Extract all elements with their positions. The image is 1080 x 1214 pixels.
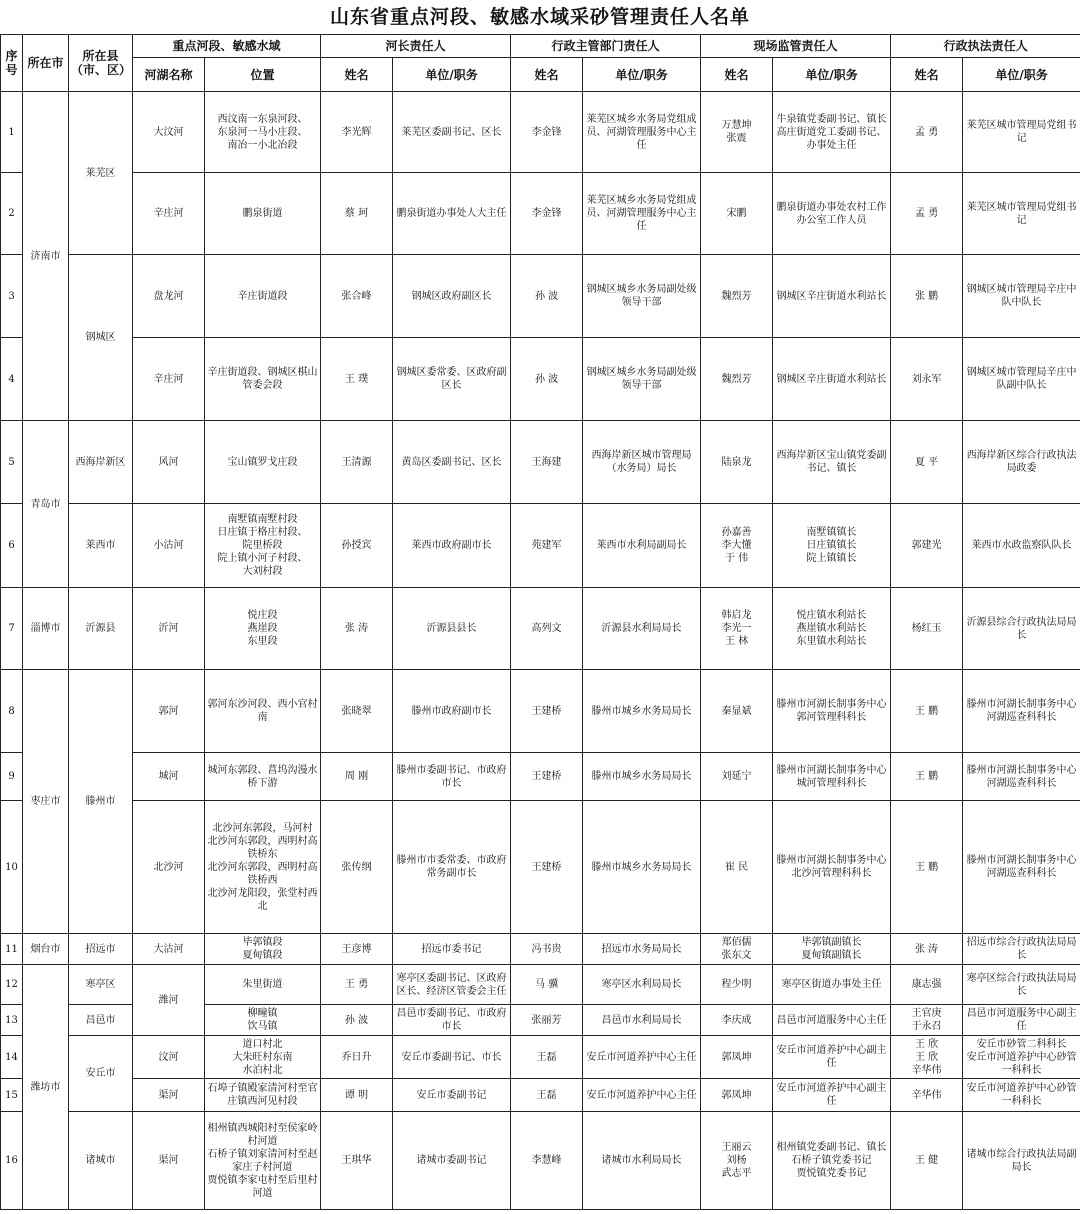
site-supervisor-unit: 毕郭镇副镇长 夏甸镇副镇长 <box>773 934 891 965</box>
admin-unit: 钢城区城乡水务局副处级领导干部 <box>583 255 701 338</box>
admin-name: 王磊 <box>511 1079 583 1112</box>
site-supervisor-unit: 相州镇党委副书记、镇长 石桥子镇党委书记 贾悦镇党委书记 <box>773 1112 891 1210</box>
admin-unit: 西海岸新区城市管理局（水务局）局长 <box>583 421 701 504</box>
law-enforcement-name: 王 健 <box>891 1112 963 1210</box>
river-chief-name: 王清源 <box>321 421 393 504</box>
law-enforcement-name: 孟 勇 <box>891 173 963 255</box>
header-name: 姓名 <box>891 58 963 92</box>
site-supervisor-unit: 滕州市河湖长制事务中心 郭河管理科科长 <box>773 670 891 753</box>
law-enforcement-unit: 莱西市水政监察队队长 <box>963 504 1080 588</box>
law-enforcement-unit: 招远市综合行政执法局局长 <box>963 934 1080 965</box>
row-number: 6 <box>1 504 23 588</box>
site-supervisor-unit: 昌邑市河道服务中心主任 <box>773 1005 891 1036</box>
admin-name: 孙 波 <box>511 338 583 421</box>
city-cell: 济南市 <box>23 92 69 421</box>
site-supervisor-name: 韩启龙 李光一 王 林 <box>701 588 773 670</box>
river-chief-name: 王 璞 <box>321 338 393 421</box>
header-site: 现场监管责任人 <box>701 35 891 58</box>
row-number: 7 <box>1 588 23 670</box>
river-name-cell: 沂河 <box>133 588 205 670</box>
admin-name: 孙 波 <box>511 255 583 338</box>
law-enforcement-name: 张 涛 <box>891 934 963 965</box>
river-chief-name: 张合峰 <box>321 255 393 338</box>
law-enforcement-name: 王 欣 王 欣 辛华伟 <box>891 1036 963 1079</box>
law-enforcement-unit: 沂源县综合行政执法局局长 <box>963 588 1080 670</box>
table-row <box>1 92 1080 173</box>
river-chief-name: 王彦博 <box>321 934 393 965</box>
site-supervisor-unit: 悦庄镇水利站长 燕崖镇水利站长 东里镇水利站长 <box>773 588 891 670</box>
admin-unit: 莱芜区城乡水务局党组成员、河湖管理服务中心主任 <box>583 173 701 255</box>
city-cell: 淄博市 <box>23 588 69 670</box>
row-number: 12 <box>1 965 23 1005</box>
law-enforcement-unit: 滕州市河湖长制事务中心 河湖巡查科科长 <box>963 801 1080 934</box>
table-row <box>1 588 1080 670</box>
header-name: 姓名 <box>701 58 773 92</box>
law-enforcement-unit: 钢城区城市管理局辛庄中队副中队长 <box>963 338 1080 421</box>
admin-name: 苑建军 <box>511 504 583 588</box>
header-seq: 序号 <box>1 35 23 92</box>
location-cell: 柳疃镇 饮马镇 <box>205 1005 321 1036</box>
admin-unit: 安丘市河道养护中心主任 <box>583 1036 701 1079</box>
site-supervisor-name: 万慧坤 张震 <box>701 92 773 173</box>
header-name: 姓名 <box>321 58 393 92</box>
law-enforcement-unit: 昌邑市河道服务中心副主任 <box>963 1005 1080 1036</box>
county-cell: 寒亭区 <box>69 965 133 1005</box>
river-chief-unit: 昌邑市委副书记、市政府市长 <box>393 1005 511 1036</box>
law-enforcement-unit: 莱芜区城市管理局党组书记 <box>963 173 1080 255</box>
river-name-cell: 大汶河 <box>133 92 205 173</box>
river-chief-unit: 钢城区政府副区长 <box>393 255 511 338</box>
site-supervisor-name: 李庆成 <box>701 1005 773 1036</box>
river-name-cell: 大沽河 <box>133 934 205 965</box>
river-name-cell: 辛庄河 <box>133 338 205 421</box>
river-chief-name: 乔日升 <box>321 1036 393 1079</box>
river-name-cell: 渠河 <box>133 1112 205 1210</box>
river-chief-unit: 莱芜区委副书记、区长 <box>393 92 511 173</box>
header-law: 行政执法责任人 <box>891 35 1080 58</box>
location-cell: 南墅镇南墅村段 日庄镇于格庄村段、 院里桥段 院上镇小河子村段、 大刘村段 <box>205 504 321 588</box>
row-number: 2 <box>1 173 23 255</box>
admin-name: 王海建 <box>511 421 583 504</box>
county-cell: 安丘市 <box>69 1036 133 1112</box>
admin-name: 马 骥 <box>511 965 583 1005</box>
location-cell: 悦庄段 燕崖段 东里段 <box>205 588 321 670</box>
river-chief-name: 孙授宾 <box>321 504 393 588</box>
site-supervisor-unit: 滕州市河湖长制事务中心 北沙河管理科科长 <box>773 801 891 934</box>
law-enforcement-unit: 莱芜区城市管理局党组书记 <box>963 92 1080 173</box>
row-number: 8 <box>1 670 23 753</box>
river-chief-unit: 滕州市委副书记、市政府市长 <box>393 753 511 801</box>
law-enforcement-name: 王 鹏 <box>891 670 963 753</box>
row-number: 13 <box>1 1005 23 1036</box>
row-number: 10 <box>1 801 23 934</box>
river-chief-name: 张 涛 <box>321 588 393 670</box>
header-city: 所在市 <box>23 35 69 92</box>
admin-unit: 沂源县水利局局长 <box>583 588 701 670</box>
city-cell: 青岛市 <box>23 421 69 588</box>
location-cell: 北沙河东郭段，马河村 北沙河东郭段，西明村高铁桥东 北沙河东郭段，西明村高铁桥西 北沙河龙阳段，张堂村西北 <box>205 801 321 934</box>
header-row-2 <box>1 58 1080 92</box>
admin-unit: 滕州市城乡水务局局长 <box>583 801 701 934</box>
admin-unit: 莱芜区城乡水务局党组成员、河湖管理服务中心主任 <box>583 92 701 173</box>
site-supervisor-unit: 安丘市河道养护中心副主任 <box>773 1036 891 1079</box>
law-enforcement-unit: 安丘市砂管二科科长 安丘市河道养护中心砂管一科科长 <box>963 1036 1080 1079</box>
header-river-name: 河湖名称 <box>133 58 205 92</box>
row-number: 9 <box>1 753 23 801</box>
site-supervisor-name: 刘延宁 <box>701 753 773 801</box>
table-row <box>1 934 1080 965</box>
river-name-cell: 城河 <box>133 753 205 801</box>
responsibility-table <box>0 34 1080 1210</box>
location-cell: 道口村北 大朱旺村东南 水泊村北 <box>205 1036 321 1079</box>
law-enforcement-unit: 安丘市河道养护中心砂管一科科长 <box>963 1079 1080 1112</box>
admin-unit: 滕州市城乡水务局局长 <box>583 753 701 801</box>
law-enforcement-name: 康志强 <box>891 965 963 1005</box>
site-supervisor-name: 郑佰儒 张东文 <box>701 934 773 965</box>
site-supervisor-unit: 滕州市河湖长制事务中心 城河管理科科长 <box>773 753 891 801</box>
county-cell: 沂源县 <box>69 588 133 670</box>
admin-unit: 招远市水务局局长 <box>583 934 701 965</box>
river-chief-unit: 沂源县县长 <box>393 588 511 670</box>
river-chief-unit: 滕州市市委常委、市政府常务副市长 <box>393 801 511 934</box>
site-supervisor-name: 崔 民 <box>701 801 773 934</box>
law-enforcement-name: 夏 平 <box>891 421 963 504</box>
river-chief-name: 张传纲 <box>321 801 393 934</box>
county-cell: 西海岸新区 <box>69 421 133 504</box>
site-supervisor-unit: 南墅镇镇长 日庄镇镇长 院上镇镇长 <box>773 504 891 588</box>
admin-name: 李慧峰 <box>511 1112 583 1210</box>
location-cell: 相州镇西城阳村至侯家岭村河道 石桥子镇刘家清河村至赵家庄子村河道 贾悦镇李家屯村至后里村河道 <box>205 1112 321 1210</box>
river-chief-unit: 滕州市政府副市长 <box>393 670 511 753</box>
river-chief-unit: 黄岛区委副书记、区长 <box>393 421 511 504</box>
location-cell: 石埠子镇殿家清河村至官庄镇西河见村段 <box>205 1079 321 1112</box>
river-chief-name: 李光辉 <box>321 92 393 173</box>
table-row <box>1 965 1080 1005</box>
admin-unit: 寒亭区水利局局长 <box>583 965 701 1005</box>
law-enforcement-unit: 寒亭区综合行政执法局局长 <box>963 965 1080 1005</box>
law-enforcement-name: 辛华伟 <box>891 1079 963 1112</box>
law-enforcement-unit: 钢城区城市管理局辛庄中队中队长 <box>963 255 1080 338</box>
document-title: 山东省重点河段、敏感水域采砂管理责任人名单 <box>329 6 750 28</box>
admin-unit: 昌邑市水利局局长 <box>583 1005 701 1036</box>
site-supervisor-name: 郭凤坤 <box>701 1079 773 1112</box>
law-enforcement-unit: 诸城市综合行政执法局副局长 <box>963 1112 1080 1210</box>
row-number: 4 <box>1 338 23 421</box>
river-chief-name: 孙 波 <box>321 1005 393 1036</box>
table-row <box>1 173 1080 255</box>
table-row <box>1 1112 1080 1210</box>
admin-name: 王建桥 <box>511 670 583 753</box>
river-chief-unit: 莱西市政府副市长 <box>393 504 511 588</box>
county-cell: 钢城区 <box>69 255 133 421</box>
site-supervisor-unit: 牛泉镇党委副书记、镇长 高庄街道党工委副书记、办事处主任 <box>773 92 891 173</box>
river-name-cell: 北沙河 <box>133 801 205 934</box>
river-chief-unit: 招远市委书记 <box>393 934 511 965</box>
law-enforcement-name: 王官庚 于永召 <box>891 1005 963 1036</box>
row-number: 1 <box>1 92 23 173</box>
admin-name: 李金锋 <box>511 173 583 255</box>
location-cell: 城河东郭段、菖坞沟漫水桥下游 <box>205 753 321 801</box>
row-number: 16 <box>1 1112 23 1210</box>
river-chief-unit: 鹏泉街道办事处人大主任 <box>393 173 511 255</box>
header-river-chief: 河长责任人 <box>321 35 511 58</box>
admin-unit: 莱西市水利局副局长 <box>583 504 701 588</box>
site-supervisor-unit: 安丘市河道养护中心副主任 <box>773 1079 891 1112</box>
river-name-cell: 渠河 <box>133 1079 205 1112</box>
table-row <box>1 338 1080 421</box>
site-supervisor-unit: 西海岸新区宝山镇党委副书记、镇长 <box>773 421 891 504</box>
river-chief-unit: 安丘市委副书记、市长 <box>393 1036 511 1079</box>
row-number: 3 <box>1 255 23 338</box>
admin-name: 李金锋 <box>511 92 583 173</box>
site-supervisor-name: 王丽云 刘杨 武志平 <box>701 1112 773 1210</box>
river-chief-unit: 钢城区委常委、区政府副区长 <box>393 338 511 421</box>
county-cell: 招远市 <box>69 934 133 965</box>
river-name-cell: 郭河 <box>133 670 205 753</box>
header-county: 所在县（市、区） <box>69 35 133 92</box>
law-enforcement-name: 刘永军 <box>891 338 963 421</box>
header-section: 重点河段、敏感水域 <box>133 35 321 58</box>
admin-name: 冯书贵 <box>511 934 583 965</box>
admin-unit: 钢城区城乡水务局副处级领导干部 <box>583 338 701 421</box>
site-supervisor-unit: 钢城区辛庄街道水利站长 <box>773 255 891 338</box>
city-cell: 潍坊市 <box>23 965 69 1210</box>
row-number: 15 <box>1 1079 23 1112</box>
row-number: 14 <box>1 1036 23 1079</box>
site-supervisor-name: 郭凤坤 <box>701 1036 773 1079</box>
river-chief-name: 王 勇 <box>321 965 393 1005</box>
table-row <box>1 1036 1080 1079</box>
river-chief-unit: 诸城市委副书记 <box>393 1112 511 1210</box>
law-enforcement-unit: 滕州市河湖长制事务中心 河湖巡查科科长 <box>963 753 1080 801</box>
table-row <box>1 255 1080 338</box>
law-enforcement-name: 郭建光 <box>891 504 963 588</box>
site-supervisor-unit: 鹏泉街道办事处农村工作办公室工作人员 <box>773 173 891 255</box>
table-row <box>1 1079 1080 1112</box>
river-chief-unit: 安丘市委副书记 <box>393 1079 511 1112</box>
header-unit: 单位/职务 <box>393 58 511 92</box>
river-chief-name: 谭 明 <box>321 1079 393 1112</box>
river-name-cell: 小沽河 <box>133 504 205 588</box>
site-supervisor-name: 陆泉龙 <box>701 421 773 504</box>
county-cell: 昌邑市 <box>69 1005 133 1036</box>
table-body <box>1 92 1080 1210</box>
admin-name: 高列文 <box>511 588 583 670</box>
law-enforcement-name: 张 鹏 <box>891 255 963 338</box>
river-chief-unit: 寒亭区委副书记、区政府区长、经济区管委会主任 <box>393 965 511 1005</box>
location-cell: 西汶南一东泉河段、 东泉河一马小庄段、 南冶一小北冶段 <box>205 92 321 173</box>
site-supervisor-name: 孙嘉善 李大懂 于 伟 <box>701 504 773 588</box>
river-chief-name: 蔡 珂 <box>321 173 393 255</box>
admin-name: 王磊 <box>511 1036 583 1079</box>
location-cell: 毕郭镇段 夏甸镇段 <box>205 934 321 965</box>
river-name-cell: 潍河 <box>133 965 205 1036</box>
county-cell: 滕州市 <box>69 670 133 934</box>
table-row <box>1 801 1080 934</box>
site-supervisor-name: 魏烈芳 <box>701 255 773 338</box>
law-enforcement-unit: 西海岸新区综合行政执法局政委 <box>963 421 1080 504</box>
admin-name: 张丽芳 <box>511 1005 583 1036</box>
header-name: 姓名 <box>511 58 583 92</box>
admin-name: 王建桥 <box>511 753 583 801</box>
river-name-cell: 盘龙河 <box>133 255 205 338</box>
table-row <box>1 421 1080 504</box>
law-enforcement-name: 杨红玉 <box>891 588 963 670</box>
admin-name: 王建桥 <box>511 801 583 934</box>
river-name-cell: 风河 <box>133 421 205 504</box>
header-row-1 <box>1 35 1080 58</box>
location-cell: 郭河东沙河段、西小官村南 <box>205 670 321 753</box>
site-supervisor-name: 程少明 <box>701 965 773 1005</box>
location-cell: 鹏泉街道 <box>205 173 321 255</box>
location-cell: 宝山镇罗戈庄段 <box>205 421 321 504</box>
row-number: 5 <box>1 421 23 504</box>
law-enforcement-name: 王 鹏 <box>891 801 963 934</box>
site-supervisor-name: 宋鹏 <box>701 173 773 255</box>
county-cell: 诸城市 <box>69 1112 133 1210</box>
river-chief-name: 张晓翠 <box>321 670 393 753</box>
river-name-cell: 辛庄河 <box>133 173 205 255</box>
site-supervisor-unit: 寒亭区街道办事处主任 <box>773 965 891 1005</box>
law-enforcement-unit: 滕州市河湖长制事务中心 河湖巡查科科长 <box>963 670 1080 753</box>
river-chief-name: 王琪华 <box>321 1112 393 1210</box>
county-cell: 莱西市 <box>69 504 133 588</box>
table-row <box>1 753 1080 801</box>
site-supervisor-unit: 钢城区辛庄街道水利站长 <box>773 338 891 421</box>
header-admin: 行政主管部门责任人 <box>511 35 701 58</box>
header-location: 位置 <box>205 58 321 92</box>
header-unit: 单位/职务 <box>773 58 891 92</box>
river-name-cell: 汶河 <box>133 1036 205 1079</box>
location-cell: 朱里街道 <box>205 965 321 1005</box>
city-cell: 枣庄市 <box>23 670 69 934</box>
location-cell: 辛庄街道段、钢城区棋山管委会段 <box>205 338 321 421</box>
header-unit: 单位/职务 <box>583 58 701 92</box>
site-supervisor-name: 秦显斌 <box>701 670 773 753</box>
site-supervisor-name: 魏烈芳 <box>701 338 773 421</box>
county-cell: 莱芜区 <box>69 92 133 255</box>
table-row <box>1 504 1080 588</box>
law-enforcement-name: 孟 勇 <box>891 92 963 173</box>
city-cell: 烟台市 <box>23 934 69 965</box>
admin-unit: 安丘市河道养护中心主任 <box>583 1079 701 1112</box>
row-number: 11 <box>1 934 23 965</box>
law-enforcement-name: 王 鹏 <box>891 753 963 801</box>
header-unit: 单位/职务 <box>963 58 1080 92</box>
table-row <box>1 670 1080 753</box>
river-chief-name: 周 刚 <box>321 753 393 801</box>
admin-unit: 诸城市水利局局长 <box>583 1112 701 1210</box>
admin-unit: 滕州市城乡水务局局长 <box>583 670 701 753</box>
location-cell: 辛庄街道段 <box>205 255 321 338</box>
